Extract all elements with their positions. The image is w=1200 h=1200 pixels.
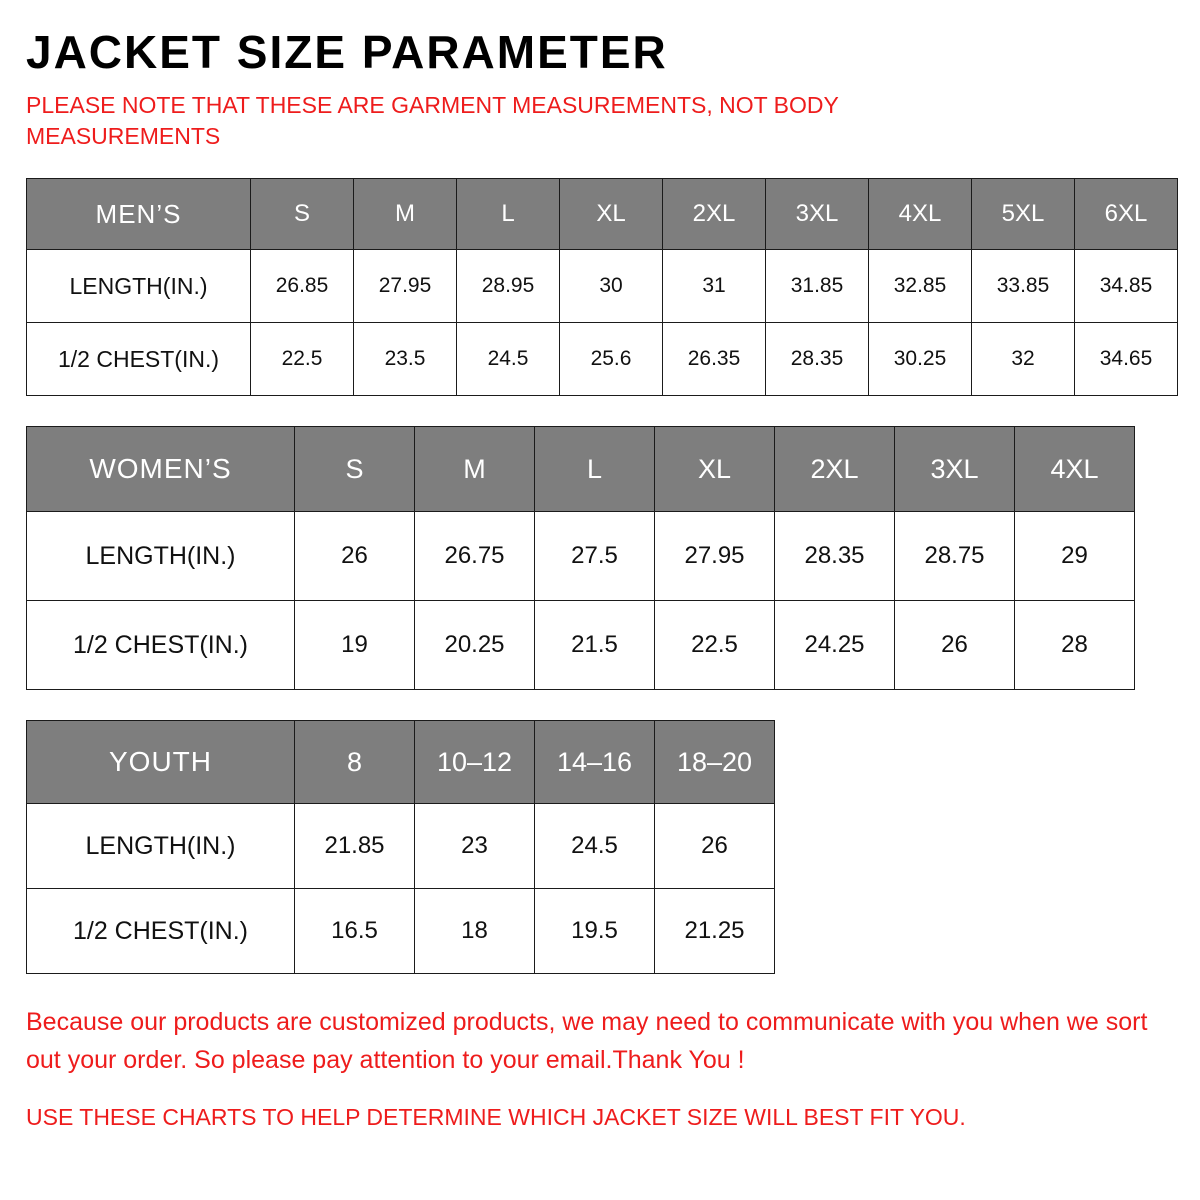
table-cell: 21.5: [535, 601, 655, 690]
table-header-cell: L: [457, 179, 560, 250]
table-cell: 28.95: [457, 250, 560, 323]
table-header-cell: XL: [655, 427, 775, 512]
table-row: [27, 250, 1178, 323]
row-label: LENGTH(IN.): [27, 804, 295, 889]
table-header-cell: 6XL: [1075, 179, 1178, 250]
table-cell: 27.95: [655, 512, 775, 601]
table-header-cell: 14–16: [535, 721, 655, 804]
table-header-cell: 3XL: [766, 179, 869, 250]
table-cell: 24.5: [457, 323, 560, 396]
row-label: LENGTH(IN.): [27, 250, 251, 323]
table-row: [27, 889, 775, 974]
table-cell: 26.85: [251, 250, 354, 323]
table-cell: 32: [972, 323, 1075, 396]
table-cell: 19: [295, 601, 415, 690]
table-cell: 29: [1015, 512, 1135, 601]
table-header-cell: 18–20: [655, 721, 775, 804]
page-title: JACKET SIZE PARAMETER: [26, 26, 668, 78]
table-header-cell: 8: [295, 721, 415, 804]
table-cell: 28: [1015, 601, 1135, 690]
table-cell: 24.25: [775, 601, 895, 690]
table-cell: 26.75: [415, 512, 535, 601]
table-cell: 27.5: [535, 512, 655, 601]
table-cell: 24.5: [535, 804, 655, 889]
measurement-note: PLEASE NOTE THAT THESE ARE GARMENT MEASUREMENTS, NOT BODY MEASUREMENTS: [26, 92, 839, 150]
table-cell: 30: [560, 250, 663, 323]
table-row: [27, 512, 1135, 601]
womens-size-table: [26, 426, 1135, 690]
table-cell: 26: [295, 512, 415, 601]
table-cell: 21.85: [295, 804, 415, 889]
table-header-cell: 2XL: [663, 179, 766, 250]
table-cell: 28.35: [766, 323, 869, 396]
table-cell: 28.35: [775, 512, 895, 601]
row-label: LENGTH(IN.): [27, 512, 295, 601]
table-header-cell: 5XL: [972, 179, 1075, 250]
row-label: 1/2 CHEST(IN.): [27, 323, 251, 396]
mens-size-table: [26, 178, 1178, 396]
table-cell: 16.5: [295, 889, 415, 974]
table-header-cell: M: [354, 179, 457, 250]
table-header-cell: 3XL: [895, 427, 1015, 512]
table-header-cell: S: [295, 427, 415, 512]
table-row: [27, 804, 775, 889]
table-cell: 25.6: [560, 323, 663, 396]
table-cell: 32.85: [869, 250, 972, 323]
table-header-cell: M: [415, 427, 535, 512]
customization-note: Because our products are customized products, we may need to communicate with you when we sort out your order. So please pay attention to your email.Thank You !: [26, 1008, 1148, 1074]
table-cell: 22.5: [251, 323, 354, 396]
table-header-cell: 10–12: [415, 721, 535, 804]
table-cell: 23: [415, 804, 535, 889]
table-cell: 31.85: [766, 250, 869, 323]
table-row: [27, 323, 1178, 396]
table-header-cell: XL: [560, 179, 663, 250]
table-cell: 27.95: [354, 250, 457, 323]
table-cell: 26.35: [663, 323, 766, 396]
table-cell: 31: [663, 250, 766, 323]
table-cell: 34.85: [1075, 250, 1178, 323]
table-header-cell: WOMEN’S: [27, 427, 295, 512]
table-header-cell: MEN’S: [27, 179, 251, 250]
table-cell: 26: [655, 804, 775, 889]
table-header-cell: S: [251, 179, 354, 250]
table-header-cell: 4XL: [869, 179, 972, 250]
table-header-cell: YOUTH: [27, 721, 295, 804]
row-label: 1/2 CHEST(IN.): [27, 889, 295, 974]
table-cell: 22.5: [655, 601, 775, 690]
table-cell: 20.25: [415, 601, 535, 690]
table-header-cell: 4XL: [1015, 427, 1135, 512]
table-cell: 33.85: [972, 250, 1075, 323]
chart-usage-note: USE THESE CHARTS TO HELP DETERMINE WHICH JACKET SIZE WILL BEST FIT YOU.: [26, 1104, 966, 1131]
row-label: 1/2 CHEST(IN.): [27, 601, 295, 690]
table-cell: 23.5: [354, 323, 457, 396]
table-cell: 18: [415, 889, 535, 974]
table-cell: 30.25: [869, 323, 972, 396]
table-header-cell: L: [535, 427, 655, 512]
youth-size-table: [26, 720, 775, 974]
table-header-row: [27, 427, 1135, 512]
table-header-row: [27, 179, 1178, 250]
table-row: [27, 601, 1135, 690]
table-cell: 19.5: [535, 889, 655, 974]
table-cell: 28.75: [895, 512, 1015, 601]
table-header-row: [27, 721, 775, 804]
table-cell: 34.65: [1075, 323, 1178, 396]
table-cell: 21.25: [655, 889, 775, 974]
table-cell: 26: [895, 601, 1015, 690]
table-header-cell: 2XL: [775, 427, 895, 512]
